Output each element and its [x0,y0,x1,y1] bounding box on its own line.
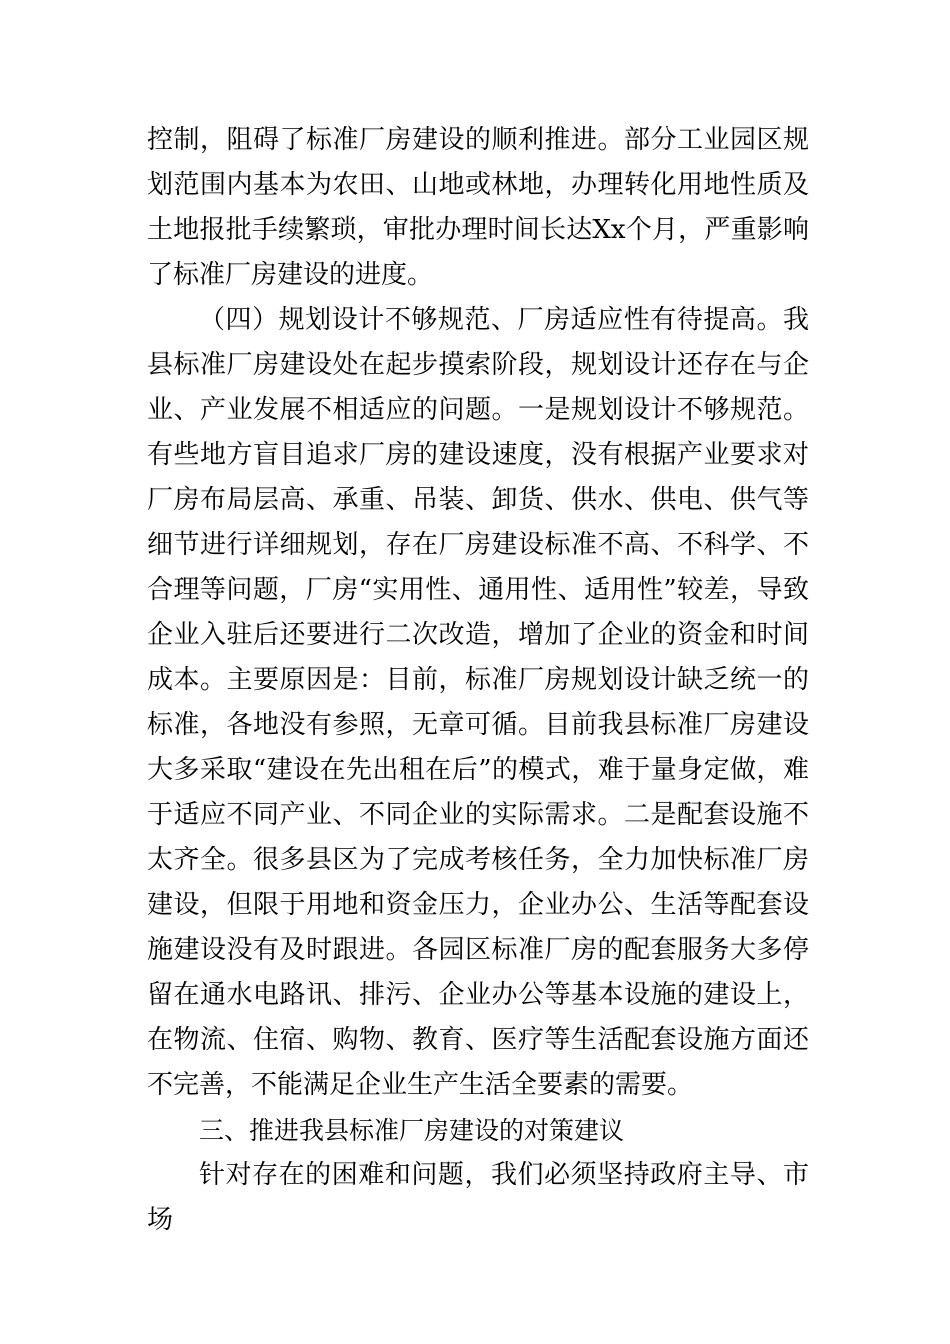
paragraph-land-approval: 控制，阻碍了标准厂房建设的顺利推进。部分工业园区规划范围内基本为农田、山地或林地，办理转化用地性质及土地报批手续繁琐，审批办理时间长达Xx个月，严重影响了标准厂房建设的进度。 [147,125,809,290]
document-page [147,118,809,1243]
paragraph-planning-design: （四）规划设计不够规范、厂房适应性有待提高。我县标准厂房建设处在起步摸索阶段，规划设计还存在与企业、产业发展不相适应的问题。一是规划设计不够规范。有些地方盲目追求厂房的建设速度，没有根据产业要求对厂房布局层高、承重、吊装、卸货、供水、供电、供气等细节进行详细规划，存在厂房建设标准不高、不科学、不合理等问题，厂房“实用性、通用性、适用性”较差，导致企业入驻后还要进行二次改造，增加了企业的资金和时间成本。主要原因是：目前，标准厂房规划设计缺乏统一的标准，各地没有参照，无章可循。目前我县标准厂房建设大多采取“建设在先出租在后”的模式，难于量身定做，难于适应不同产业、不同企业的实际需求。二是配套设施不太齐全。很多县区为了完成考核任务，全力加快标准厂房建设，但限于用地和资金压力，企业办公、生活等配套设施建设没有及时跟进。各园区标准厂房的配套服务大多停留在通水电路讯、排污、企业办公等基本设施的建设上，在物流、住宿、购物、教育、医疗等生活配套设施方面还不完善，不能满足企业生产生活全要素的需要。 [147,305,809,1100]
section-heading: 三、推进我县标准厂房建设的对策建议 [199,1116,625,1145]
paragraph-countermeasures: 针对存在的困难和问题，我们必须坚持政府主导、市场 [147,1160,809,1235]
